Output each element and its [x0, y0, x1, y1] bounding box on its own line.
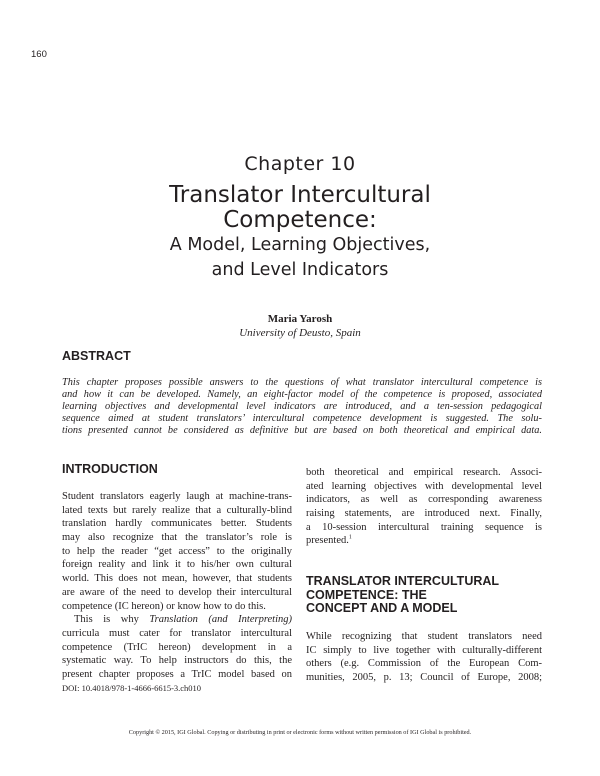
- left-column: [62, 490, 292, 682]
- body-line: lated texts but rarely realize that a culturally-blind: [62, 504, 292, 516]
- subtitle-line: and Level Indicators: [211, 260, 389, 280]
- section-text: [306, 630, 542, 685]
- body-line: While recognizing that student translators need: [306, 631, 542, 642]
- abstract-line: and how it can be developed. Namely, an eight-factor model of the competence is proposed, associated: [62, 389, 542, 400]
- body-line: curricula must cater for translator intercultural: [62, 627, 292, 639]
- body-line: [62, 613, 292, 627]
- body-line: foreign reality and link it to his/her own cultural: [62, 559, 292, 571]
- body-line: Student translators eagerly laugh at machine-trans-: [62, 491, 292, 502]
- heading-line: CONCEPT AND A MODEL: [306, 601, 458, 616]
- author-name: Maria Yarosh: [267, 313, 333, 325]
- body-line: both theoretical and empirical research. Associ-: [306, 467, 542, 478]
- body-line: a 10-session intercultural training sequence is: [306, 521, 542, 533]
- heading-line: COMPETENCE: THE: [306, 587, 427, 602]
- text: presented.: [306, 535, 349, 547]
- abstract-line: sequence aimed at student translators’ intercultural competence development is suggested. The solu-: [62, 413, 542, 424]
- body-line: are aware of the need to develop their intercultural: [62, 586, 292, 598]
- introduction-heading: INTRODUCTION: [62, 462, 158, 476]
- body-line: present chapter proposes a TrIC model based on: [62, 668, 292, 680]
- body-line: [306, 534, 542, 548]
- body-line: competence (TrIC hereon) development in a: [62, 641, 292, 653]
- section-heading: [306, 575, 499, 616]
- abstract-line: tions presented cannot be considered as definitive but are based on both theoretical and empirical data.: [62, 425, 542, 436]
- abstract-heading: ABSTRACT: [62, 349, 131, 363]
- body-line: to help the reader “get access” to the originally: [62, 545, 292, 557]
- body-line: raising statements, are introduced next. Finally,: [306, 508, 542, 520]
- body-line: translation hardly communicates better. Students: [62, 518, 292, 530]
- body-line: munities, 2005, p. 13; Council of Europe, 2008;: [306, 672, 542, 684]
- body-line: others (e.g. Commission of the European Com-: [306, 658, 542, 670]
- right-column: [306, 466, 542, 548]
- abstract-text: [62, 377, 542, 437]
- body-line: world. This does not mean, however, that students: [62, 573, 292, 585]
- author-affiliation: University of Deusto, Spain: [239, 327, 361, 339]
- title-line: Translator Intercultural: [169, 182, 431, 208]
- body-line: indicators, as well as corresponding awareness: [306, 494, 542, 506]
- body-line: ated learning objectives with developmental level: [306, 480, 542, 492]
- abstract-line: learning objectives and developmental level indicators are introduced, and a ten-session pedagogical: [62, 401, 542, 412]
- text: This is why: [74, 614, 150, 626]
- italic-term: Translation (and Interpreting): [149, 614, 293, 626]
- body-line: systematic way. To help instructors do this, the: [62, 655, 292, 667]
- body-line: may also recognize that the translator’s role is: [62, 532, 292, 544]
- chapter-label: Chapter 10: [244, 153, 356, 175]
- footnote-marker[interactable]: 1: [348, 534, 352, 541]
- page-number: 160: [31, 49, 47, 60]
- subtitle-line: A Model, Learning Objectives,: [169, 235, 431, 255]
- copyright-footer: Copyright © 2015, IGI Global. Copying or distributing in print or electronic forms without written permission of IGI Global is prohibited.: [128, 729, 472, 736]
- body-line: competence (IC hereon) or know how to do this.: [62, 600, 266, 612]
- chapter-title: [0, 183, 600, 283]
- heading-line: TRANSLATOR INTERCULTURAL: [306, 574, 500, 588]
- title-line: Competence:: [223, 207, 377, 233]
- doi: DOI: 10.4018/978-1-4666-6615-3.ch010: [62, 683, 202, 693]
- abstract-line: This chapter proposes possible answers to the questions of what translator intercultural competence is: [62, 377, 542, 388]
- body-line: IC simply to live together with culturally-different: [306, 644, 542, 656]
